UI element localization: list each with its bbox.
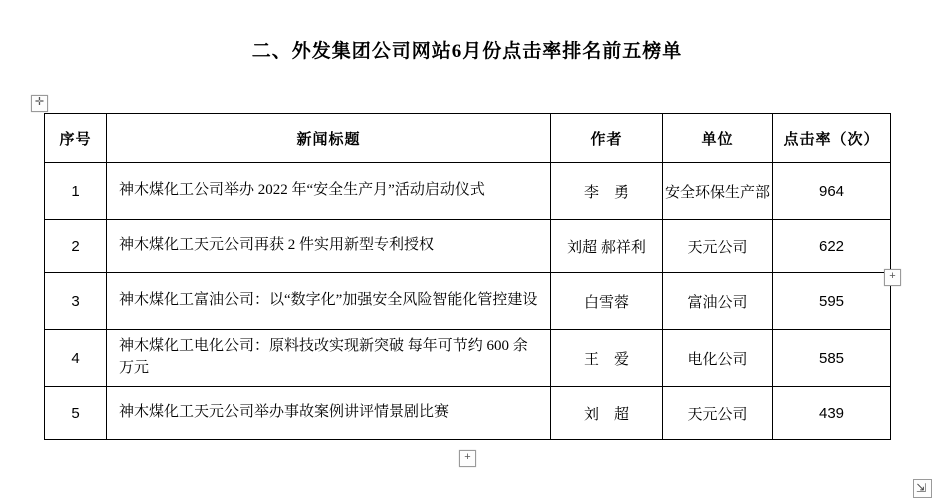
resize-arrow-icon: ⇲	[916, 481, 927, 495]
cell-unit: 电化公司	[663, 330, 773, 387]
cell-hits: 585	[773, 330, 891, 387]
column-header-index: 序号	[45, 114, 107, 163]
cell-news-title	[107, 163, 551, 220]
cell-news-title-text: 神木煤化工富油公司：以“数字化”加强安全风险智能化管控建设	[119, 292, 538, 309]
cell-author: 刘超 郝祥利	[551, 220, 663, 273]
cell-author: 王 爱	[551, 330, 663, 387]
cell-hits: 595	[773, 273, 891, 330]
cell-author: 白雪蓉	[551, 273, 663, 330]
table-row	[45, 387, 891, 440]
table-move-handle-icon[interactable]: ✛	[31, 95, 48, 112]
page-title: 二、外发集团公司网站6月份点击率排名前五榜单	[251, 41, 683, 62]
cell-news-title-text: 神木煤化工公司举办 2022 年“安全生产月”活动启动仪式	[119, 182, 485, 199]
column-header-hits: 点击率（次）	[773, 114, 891, 163]
table-row	[45, 330, 891, 387]
cell-hits: 439	[773, 387, 891, 440]
table-header-row	[45, 114, 891, 163]
cell-author: 刘 超	[551, 387, 663, 440]
cell-unit: 天元公司	[663, 387, 773, 440]
cell-hits: 964	[773, 163, 891, 220]
ranking-table	[44, 113, 891, 440]
cell-news-title	[107, 220, 551, 273]
cell-index: 5	[45, 387, 107, 440]
cell-hits: 622	[773, 220, 891, 273]
cell-unit: 天元公司	[663, 220, 773, 273]
cell-index: 3	[45, 273, 107, 330]
column-header-author: 作者	[551, 114, 663, 163]
cell-index: 2	[45, 220, 107, 273]
cell-unit: 富油公司	[663, 273, 773, 330]
cell-news-title-text: 神木煤化工电化公司：原料技改实现新突破 每年可节约 600 余万元	[119, 338, 528, 376]
add-row-button[interactable]: +	[459, 450, 476, 467]
column-header-unit: 单位	[663, 114, 773, 163]
cell-news-title-text: 神木煤化工天元公司再获 2 件实用新型专利授权	[119, 237, 435, 254]
table-resize-handle[interactable]	[913, 479, 932, 498]
column-header-news-title: 新闻标题	[107, 114, 551, 163]
table-row	[45, 273, 891, 330]
cell-news-title	[107, 330, 551, 387]
cell-news-title-text: 神木煤化工天元公司举办事故案例讲评情景剧比赛	[119, 404, 450, 421]
cell-index: 4	[45, 330, 107, 387]
add-column-button[interactable]: +	[884, 269, 901, 286]
ranking-table-container	[44, 113, 890, 440]
table-row	[45, 220, 891, 273]
cell-news-title	[107, 387, 551, 440]
cell-unit: 安全环保生产部	[663, 163, 773, 220]
table-row	[45, 163, 891, 220]
cell-index: 1	[45, 163, 107, 220]
cell-author: 李 勇	[551, 163, 663, 220]
cell-news-title	[107, 273, 551, 330]
